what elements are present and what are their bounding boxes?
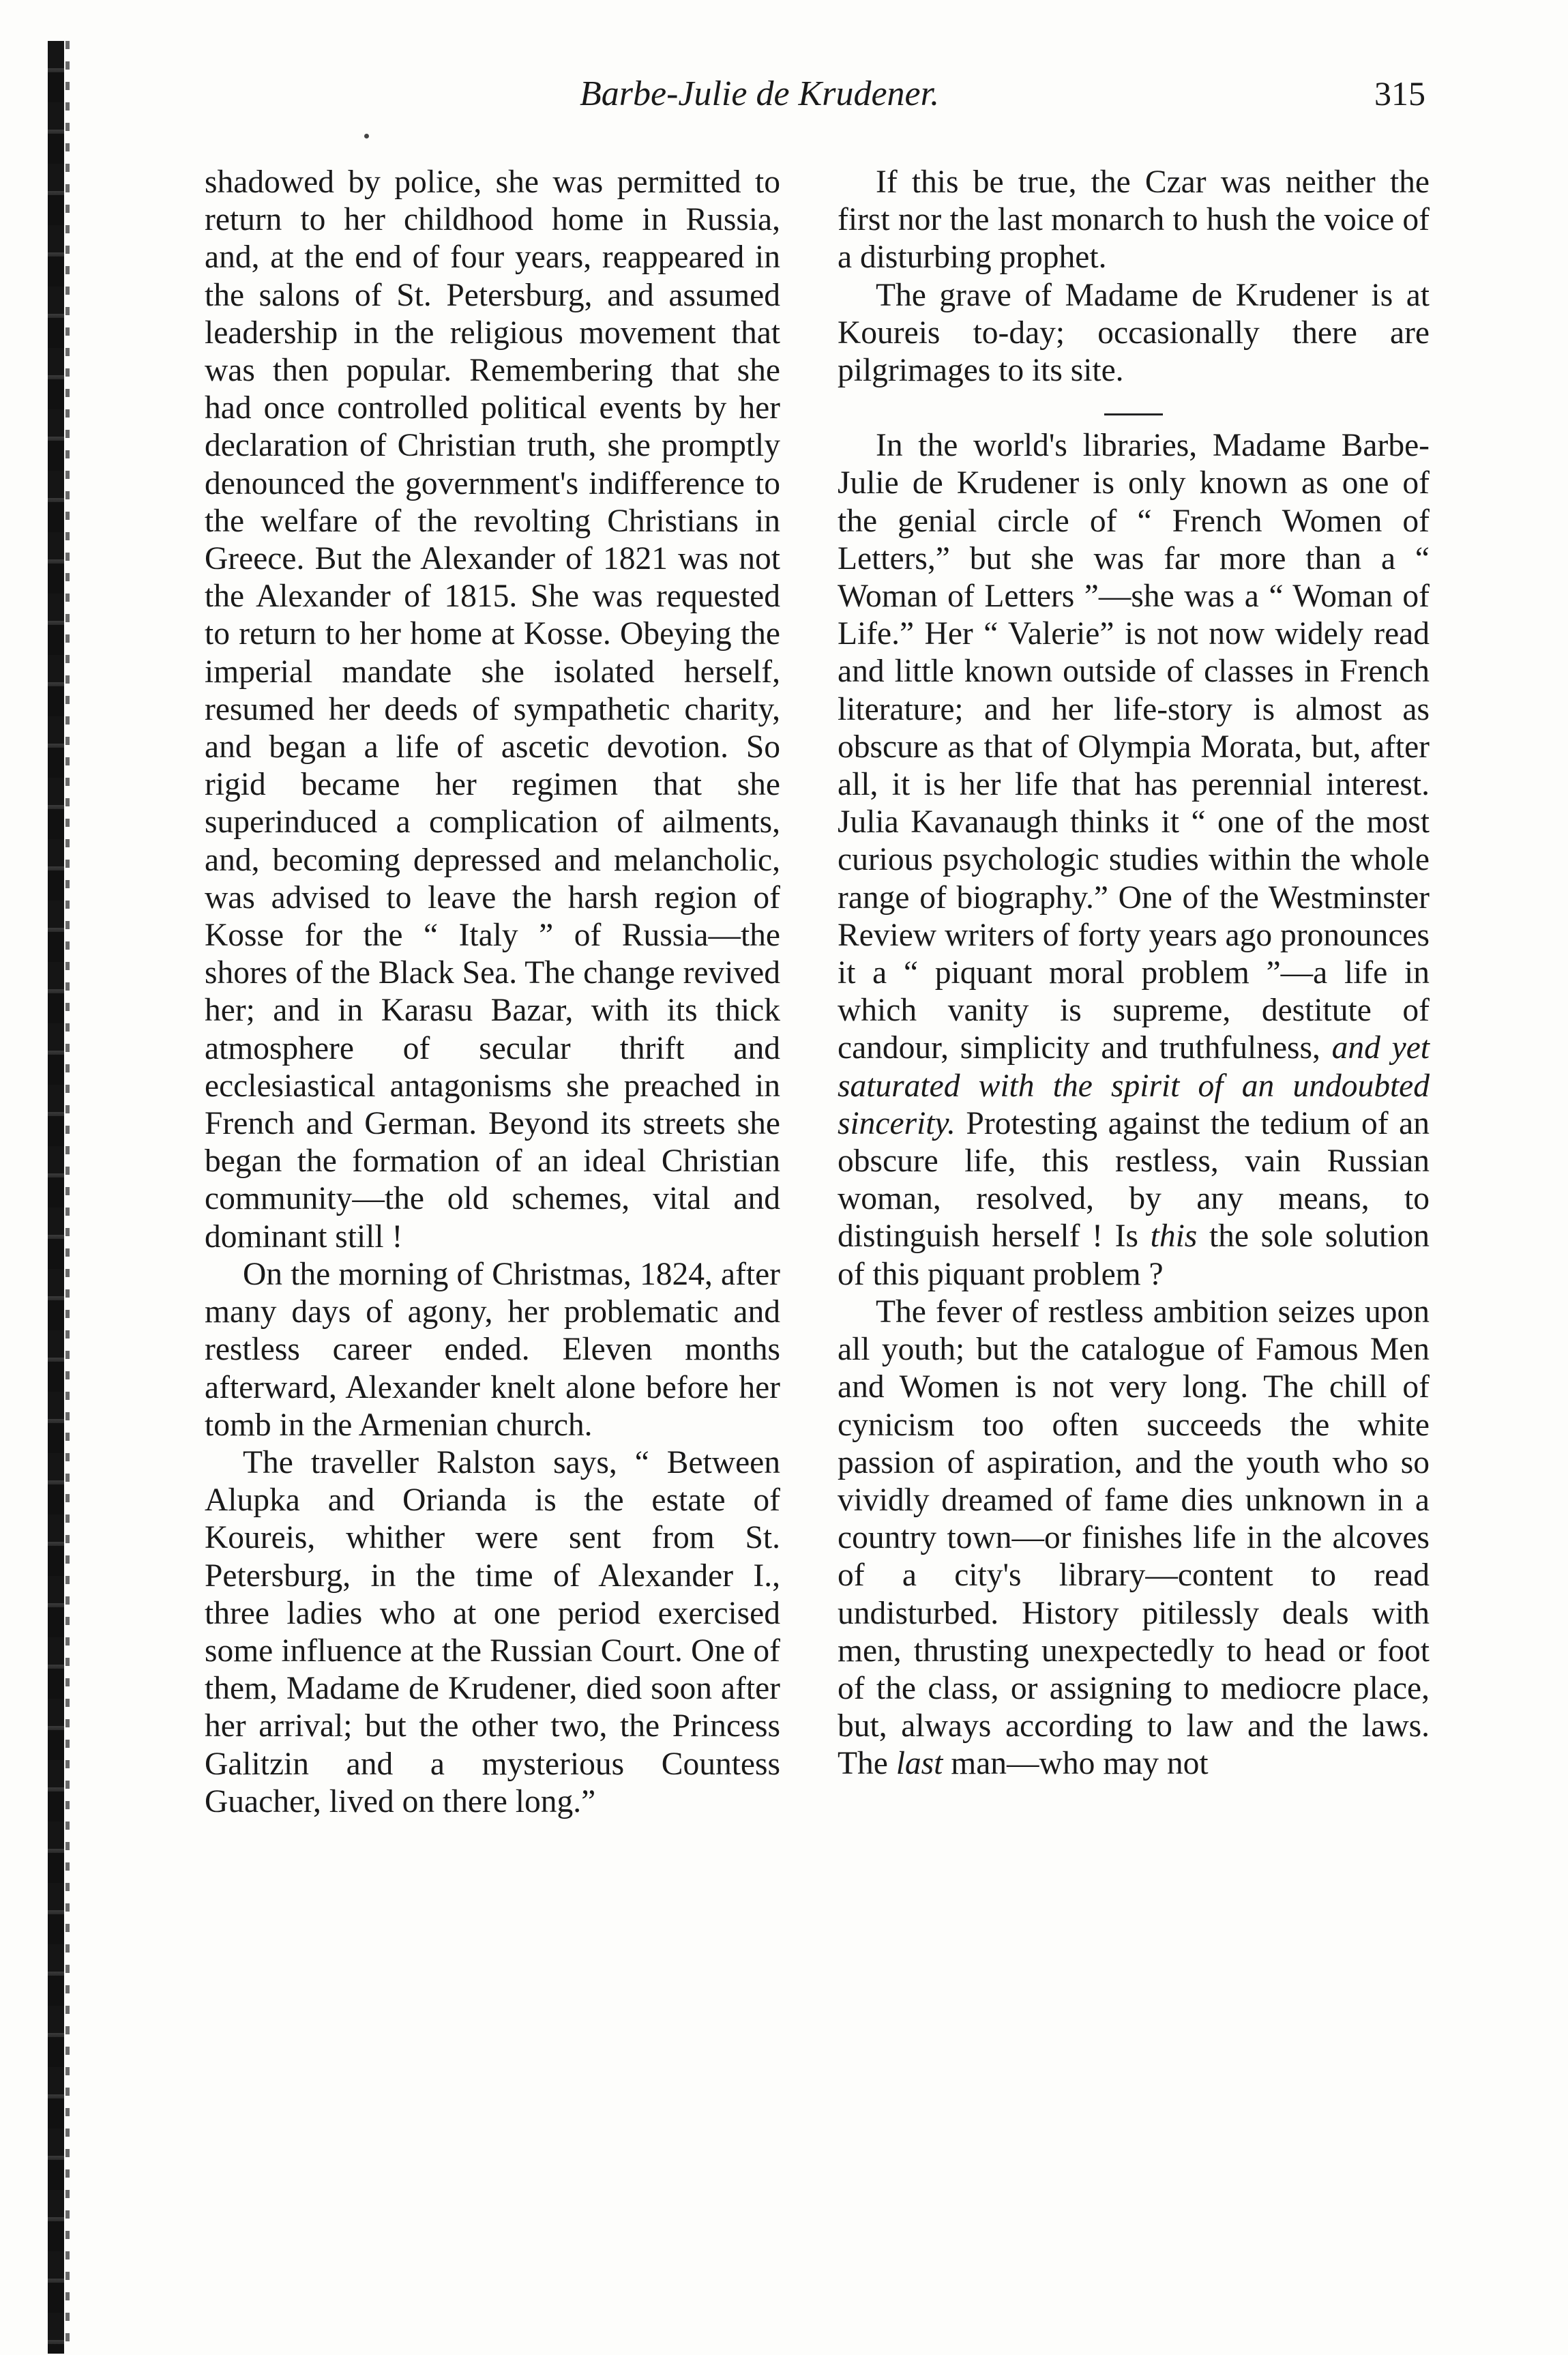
book-spine-shadow [48, 41, 64, 2354]
book-spine-edge [65, 41, 70, 2354]
paragraph [838, 427, 1430, 1293]
section-divider [1104, 413, 1163, 415]
emphasis: and yet saturated with the spirit of an undoubted sincerity. [838, 1030, 1430, 1141]
page-header [205, 74, 1425, 128]
right-column [838, 164, 1430, 1783]
emphasis: last [896, 1746, 943, 1782]
text-run: man—who may not [943, 1746, 1209, 1782]
paragraph: On the morning of Christmas, 1824, after many days of agony, her problematic and restless career ended. Eleven months afterward, Alexander knelt alone before her tomb in the Armenian church. [205, 1256, 780, 1443]
text-run: In the world's libraries, Madame Barbe-Julie de Krudener is only known as one of the genial circle of “ French Women of Letters,” but she was far more than a “ Woman of Letters ”—she was a “ Woman of Life.” Her “ Valerie” is not now widely read and little known outside of classes in French literature; and her life-story is almost as obscure as that of Olympia Morata, but, after all, it is her life that has perennial interest. Julia Kavanaugh thinks it “ one of the most curious psychologic studies within the whole range of biography.” One of the Westminster Review writers of forty years ago pronounces it a “ piquant moral problem ”—a life in which vanity is supreme, destitute of candour, simplicity and truthfulness, [838, 428, 1430, 1066]
running-title: Barbe-Julie de Krudener. [580, 74, 940, 113]
text-run: Protesting against the tedium of an obscure life, this restless, vain Russian woman, resolved, by any means, to distinguish herself ! Is [838, 1105, 1430, 1255]
paragraph: If this be true, the Czar was neither the first nor the last monarch to hush the voice of a disturbing prophet. [838, 164, 1430, 276]
paragraph: shadowed by police, she was permitted to return to her childhood home in Russia, and, at the end of four years, reappeared in the salons of St. Petersburg, and assumed leadership in the religious movement that was then popular. Remembering that she had once controlled political events by her declaration of Christian truth, she promptly denounced the government's indifference to the welfare of the revolting Christians in Greece. But the Alexander of 1821 was not the Alexander of 1815. She was requested to return to her home at Kosse. Obeying the imperial mandate she isolated herself, resumed her deeds of sympathetic charity, and began a life of ascetic devotion. So rigid became her regimen that she superinduced a complication of ailments, and, becoming depressed and melancholic, was advised to leave the harsh region of Kosse for the “ Italy ” of Russia—the shores of the Black Sea. The change revived her; and in Karasu Bazar, with its thick atmosphere of secular thrift and ecclesiastical antagonisms she preached in French and German. Beyond its streets she began the formation of an ideal Christian community—the old schemes, vital and dominant still ! [205, 164, 780, 1255]
text-run: The fever of restless ambition seizes upon all youth; but the catalogue of Famous Men and Women is not very long. The chill of cynicism too often succeeds the white passion of aspiration, and the youth who so vividly dreamed of fame dies unknown in a country town—or finishes life in the alcoves of a city's library—content to read undisturbed. History pitilessly deals with men, thrusting unexpectedly to head or foot of the class, or assigning to mediocre place, but, always according to law and the laws. The [838, 1293, 1430, 1782]
paragraph: The traveller Ralston says, “ Between Alupka and Orianda is the estate of Koureis, whither were sent from St. Petersburg, in the time of Alexander I., three ladies who at one period exercised some influence at the Russian Court. One of them, Madame de Krudener, died soon after her arrival; but the other two, the Princess Galitzin and a mysterious Countess Guacher, lived on there long.” [205, 1444, 780, 1819]
paragraph: The grave of Madame de Krudener is at Koureis to-day; occasionally there are pilgrimages to its site. [838, 277, 1430, 389]
left-column [205, 164, 780, 1821]
text-run: the sole solution of this piquant problem ? [838, 1218, 1430, 1292]
page-number: 315 [1374, 74, 1425, 113]
print-speck [364, 134, 369, 138]
paragraph [838, 1293, 1430, 1783]
emphasis: this [1150, 1218, 1198, 1255]
